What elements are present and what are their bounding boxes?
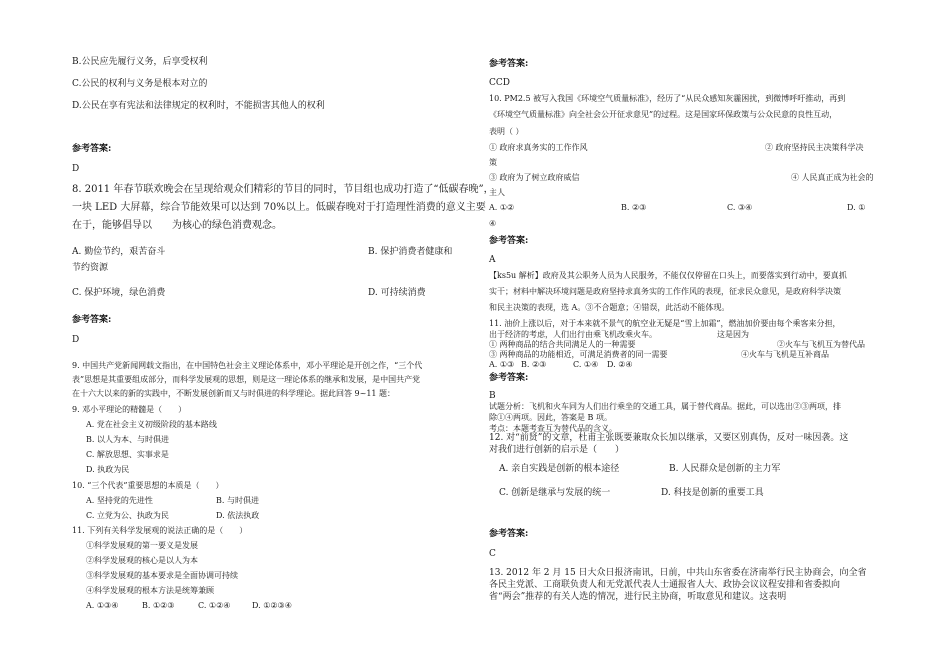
q13-stem-line3: 省“两会”推荐的有关人选的情况，进行民主协商，听取意见和建议。这表明 (489, 592, 787, 602)
answer-4: C (489, 549, 496, 559)
q8-option-a: A. 勤俭节约，艰苦奋斗 (72, 247, 166, 257)
q9-intro-line2: 表”思想是其重要组成部分，而科学发展观的思想，则是这一理论体系的继承和发展，是中国共产党 (72, 375, 421, 384)
q9-option-a: A. 党在社会主义初级阶段的基本路线 (86, 420, 217, 429)
q9-option-b: B. 以人为本、与时俱进 (86, 435, 169, 444)
q10-explanation-line2: 实干；材料中解决环境问题是政府坚持求真务实的工作作风的表现，征求民众意见，是政府科学决策 (489, 287, 841, 296)
q11-statement-4: ④火车与飞机是互补商品 (741, 350, 829, 359)
q11-statement-4: ④科学发展观的根本方法是统筹兼顾 (86, 586, 214, 595)
q11-statement-1: ① 两种商品的结合共同满足人的一种需要 (489, 340, 636, 349)
q12-option-a: A. 亲自实践是创新的根本途径 (499, 464, 620, 474)
q10-statement-4: ④ 人民真正成为社会的 (791, 173, 874, 182)
q11-analysis-line1: 试题分析：飞机和火车同为人们出行乘坐的交通工具，属于替代商品。据此，可以选出②③两项，排 (489, 402, 841, 411)
q11-option-c: C. ①④ (573, 360, 599, 369)
q10-option-d-cont: ④ (489, 219, 497, 228)
q13-stem-line2: 各民主党派、工商联负责人和无党派代表人士通报省人大、政协会议议程安排和省委拟向 (489, 580, 841, 590)
q7-answer: D (72, 164, 80, 174)
q11-stem-line2: 出于经济的考虑，人们出行由乘飞机改乘火车。 (489, 330, 657, 339)
q9-option-c: C. 解放思想、实事求是 (86, 450, 169, 459)
q10-statement-2: ② 政府坚持民主决策科学决 (765, 143, 864, 152)
q7-answer-label: 参考答案: (72, 144, 112, 154)
q11-stem-line1: 11. 油价上涨以后，对于本来就不景气的航空业无疑是“雪上加霜”，燃油加价要由每个乘客来分担， (489, 319, 841, 328)
q10-stem-line1: 10. PM2.5 被写入我国《环境空气质量标准》，经历了“从民众感知灰霾困扰，到微博呼吁推动，再到 (489, 94, 846, 103)
q10-option-a: A. 坚持党的先进性 (86, 496, 153, 505)
q8-option-b-cont: 节约资源 (72, 263, 109, 273)
answer-1: CCD (489, 78, 510, 88)
q8-answer-label: 参考答案: (72, 315, 112, 325)
q11-option-d: D. ②④ (607, 360, 633, 369)
answer-3: B (489, 391, 496, 401)
q10-option-d: D. 依法执政 (216, 511, 260, 520)
answer-label-3: 参考答案: (489, 373, 529, 383)
q11-option-b: B. ①②③ (142, 601, 175, 610)
q10-option-c: C. 立党为公、执政为民 (86, 511, 169, 520)
q7-option-b: B.公民应先履行义务，后享受权利 (72, 57, 208, 67)
answer-label-4: 参考答案: (489, 529, 529, 539)
answer-2: A (489, 255, 496, 265)
q11-analysis-line2: 除①④两项。因此，答案是 B 项。 (489, 413, 612, 422)
q11-analysis-line3: 考点：本题考查互为替代品的含义。 (489, 424, 617, 433)
q11-statement-2: ②科学发展观的核心是以人为本 (86, 556, 198, 565)
q10-statement-4-cont: 主人 (489, 188, 505, 197)
q8-stem-line1: 8. 2011 年春节联欢晚会在呈现给观众们精彩的节目的同时，节目组也成功打造了“低碳春晚”， (72, 184, 494, 195)
q9-intro-line1: 9. 中国共产党新闻网载文指出，在中国特色社会主义理论体系中，邓小平理论是开创之作，“三个代 (72, 361, 423, 370)
q12-option-b: B. 人民群众是创新的主力军 (669, 464, 781, 474)
q10-explanation-line1: 【ks5u 解析】政府及其公职务人员为人民服务，不能仅仅停留在口头上，而要落实到行动中，要真抓 (489, 271, 847, 280)
q10-stem-line3: 表明（ ） (489, 127, 524, 136)
q8-stem-line3: 在于，能够倡导以 为核心的绿色消费观念。 (72, 220, 282, 231)
q9-option-d: D. 执政为民 (86, 465, 130, 474)
q10-option-a: A. ①② (489, 203, 515, 212)
q10-statement-1: ① 政府求真务实的工作作风 (489, 143, 588, 152)
q11-option-b: B. ②③ (521, 360, 547, 369)
q10-statement-3: ③ 政府为了树立政府威信 (489, 173, 580, 182)
q11-option-c: C. ①②④ (198, 601, 231, 610)
answer-label-1: 参考答案: (489, 59, 529, 69)
q11-stem-line3: 这是因为 (717, 330, 749, 339)
q7-option-d: D.公民在享有宪法和法律规定的权利时，不能损害其他人的权利 (72, 101, 325, 111)
q11-statement-2: ②火车与飞机互为替代品 (777, 340, 865, 349)
q7-option-c: C.公民的权利与义务是根本对立的 (72, 79, 208, 89)
q8-answer: D (72, 335, 80, 345)
q12-option-c: C. 创新是继承与发展的统一 (499, 488, 611, 498)
q8-option-d: D. 可持续消费 (368, 288, 426, 298)
q12-stem-line2: 对我们进行创新的启示是（ ） (489, 445, 625, 455)
q10-option-b: B. ②③ (621, 203, 647, 212)
q11-statement-3: ③科学发展观的基本要求是全面协调可持续 (86, 571, 238, 580)
q12-stem-line1: 12. 对“前贤”的文章，杜甫主张既要兼取众长加以继承，又要区别真伪，反对一味因袭。这 (489, 433, 849, 443)
q10-option-c: C. ③④ (727, 203, 753, 212)
q8-stem-line2: 一块 LED 大屏幕，综合节能效果可以达到 70%以上。低碳春晚对于打造理性消费的意义主要 (72, 202, 486, 213)
q13-stem-line1: 13. 2012 年 2 月 15 日大众日报济南讯，日前，中共山东省委在济南举行民主协商会，向全省 (489, 568, 867, 578)
q11-stem: 11. 下列有关科学发展观的说法正确的是（ ） (72, 526, 248, 535)
q8-option-b: B. 保护消费者健康和 (368, 247, 453, 257)
q10-option-d: D. ① (847, 203, 866, 212)
q11-option-a: A. ①③ (489, 360, 515, 369)
q10-statement-2-cont: 策 (489, 158, 497, 167)
q10-option-b: B. 与时俱进 (216, 496, 259, 505)
q11-option-a: A. ①③④ (86, 601, 119, 610)
q9-stem: 9. 邓小平理论的精髓是（ ） (72, 405, 187, 414)
q9-intro-line3: 在十六大以来的新的实践中，不断发展创新而又与时俱进的科学理论。据此回答 9~11 题： (72, 389, 396, 398)
q11-option-d: D. ①②③④ (252, 601, 292, 610)
answer-label-2: 参考答案: (489, 236, 529, 246)
q11-statement-3: ③ 两种商品的功能相近，可满足消费者的同一需要 (489, 350, 668, 359)
q12-option-d: D. 科技是创新的重要工具 (661, 488, 764, 498)
q10-explanation-line3: 和民主决策的表现，选 A。③不合题意；④错误，此活动不能体现。 (489, 303, 730, 312)
q8-option-c: C. 保护环境，绿色消费 (72, 288, 166, 298)
q10-stem: 10. “三个代表”重要思想的本质是（ ） (72, 481, 224, 490)
q11-statement-1: ①科学发展观的第一要义是发展 (86, 541, 198, 550)
q10-stem-line2: 《环境空气质量标准》向全社会公开征求意见”的过程。这是国家环保政策与公众民意的良性互动， (489, 110, 838, 119)
